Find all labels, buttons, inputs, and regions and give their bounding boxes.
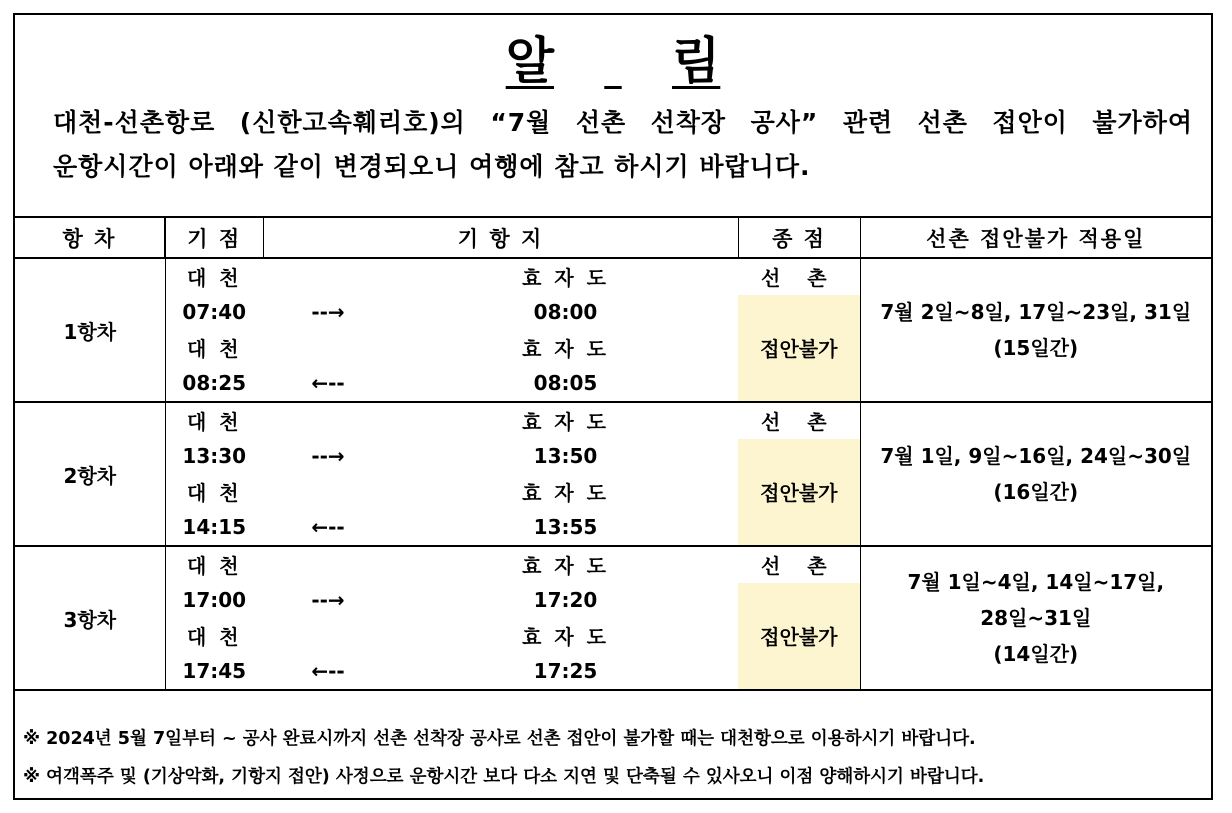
schedule-table	[15, 216, 1211, 691]
arrow-right-icon: --→	[311, 300, 345, 325]
notice-text	[53, 101, 1193, 189]
header-trip: 항 차	[15, 217, 165, 258]
apply-line: (16일간)	[993, 480, 1079, 504]
docking-unavailable: 접안불가	[738, 295, 860, 403]
header-terminal: 종 점	[738, 217, 860, 258]
origin-port: 대 천	[186, 410, 242, 435]
arrow-cell-empty	[263, 258, 393, 295]
title-right-char: 림	[672, 32, 721, 90]
origin-port: 대 천	[186, 625, 242, 650]
terminal-port: 선 촌	[760, 266, 837, 291]
apply-line: (15일간)	[993, 336, 1079, 360]
apply-line: 7월 2일~8일, 17일~23일, 31일	[880, 300, 1192, 324]
table-header-row	[15, 217, 1211, 258]
notice-line-2: 운항시간이 아래와 같이 변경되오니 여행에 참고 하시기 바랍니다.	[53, 152, 811, 181]
origin-port: 대 천	[186, 481, 242, 506]
outbound-depart-time: 17:00	[182, 588, 247, 613]
trip-name: 2항차	[15, 402, 165, 546]
page-title	[15, 21, 1211, 93]
terminal-port: 선 촌	[760, 410, 837, 435]
via-port: 효 자 도	[522, 266, 609, 291]
footer-notes	[23, 720, 1203, 796]
header-origin: 기 점	[165, 217, 263, 258]
return-via-time: 08:05	[393, 366, 738, 403]
trip-name: 1항차	[15, 258, 165, 402]
footer-note-2: ※ 여객폭주 및 (기상악화, 기항지 접안) 사정으로 운항시간 보다 다소 지연 및 단축될 수 있사오니 이점 양해하시기 바랍니다.	[23, 767, 985, 787]
arrow-left-icon: ←--	[263, 510, 393, 547]
apply-line: 7월 1일~4일, 14일~17일,	[907, 570, 1165, 594]
origin-port: 대 천	[186, 337, 242, 362]
return-arrive-time: 17:45	[165, 654, 263, 691]
arrow-cell-empty	[263, 330, 393, 366]
notice-line-1: 대천-선촌항로 (신한고속훼리호)의 “7월 선촌 선착장 공사” 관련 선촌 접안이 불가하여	[53, 108, 1193, 137]
origin-port: 대 천	[186, 554, 242, 579]
origin-port: 대 천	[186, 266, 242, 291]
docking-unavailable: 접안불가	[738, 439, 860, 547]
return-via-time: 17:25	[393, 654, 738, 691]
outbound-depart-time: 13:30	[182, 444, 247, 469]
apply-line: 28일~31일	[980, 606, 1092, 630]
return-arrive-time: 14:15	[165, 510, 263, 547]
outbound-via-time: 08:00	[533, 300, 598, 325]
trip-row	[15, 402, 1211, 439]
apply-dates	[860, 546, 1211, 690]
arrow-cell-empty	[263, 546, 393, 583]
docking-unavailable: 접안불가	[738, 583, 860, 691]
trip-row	[15, 546, 1211, 583]
footer-note-1: ※ 2024년 5월 7일부터 ~ 공사 완료시까지 선촌 선착장 공사로 선촌 접안이 불가할 때는 대천항으로 이용하시기 바랍니다.	[23, 729, 976, 749]
via-port: 효 자 도	[522, 410, 609, 435]
return-via-time: 13:55	[393, 510, 738, 547]
return-arrive-time: 08:25	[165, 366, 263, 403]
outbound-via-time: 17:20	[533, 588, 598, 613]
arrow-left-icon: ←--	[263, 654, 393, 691]
apply-line: 7월 1일, 9일~16일, 24일~30일	[880, 444, 1192, 468]
arrow-cell-empty	[263, 402, 393, 439]
via-port: 효 자 도	[522, 481, 609, 506]
trip-row	[15, 258, 1211, 295]
trip-name: 3항차	[15, 546, 165, 690]
apply-dates	[860, 258, 1211, 402]
arrow-right-icon: --→	[311, 588, 345, 613]
via-port: 효 자 도	[522, 337, 609, 362]
apply-line: (14일간)	[993, 642, 1079, 666]
via-port: 효 자 도	[522, 625, 609, 650]
arrow-right-icon: --→	[311, 444, 345, 469]
via-port: 효 자 도	[522, 554, 609, 579]
title-spacer	[556, 32, 670, 90]
notice-document	[13, 13, 1213, 800]
terminal-port: 선 촌	[760, 554, 837, 579]
arrow-cell-empty	[263, 474, 393, 510]
arrow-cell-empty	[263, 618, 393, 654]
apply-dates	[860, 402, 1211, 546]
outbound-depart-time: 07:40	[182, 300, 247, 325]
arrow-left-icon: ←--	[263, 366, 393, 403]
header-apply-dates: 선촌 접안불가 적용일	[860, 217, 1211, 258]
outbound-via-time: 13:50	[533, 444, 598, 469]
header-via: 기 항 지	[263, 217, 738, 258]
title-left-char: 알	[505, 32, 554, 90]
